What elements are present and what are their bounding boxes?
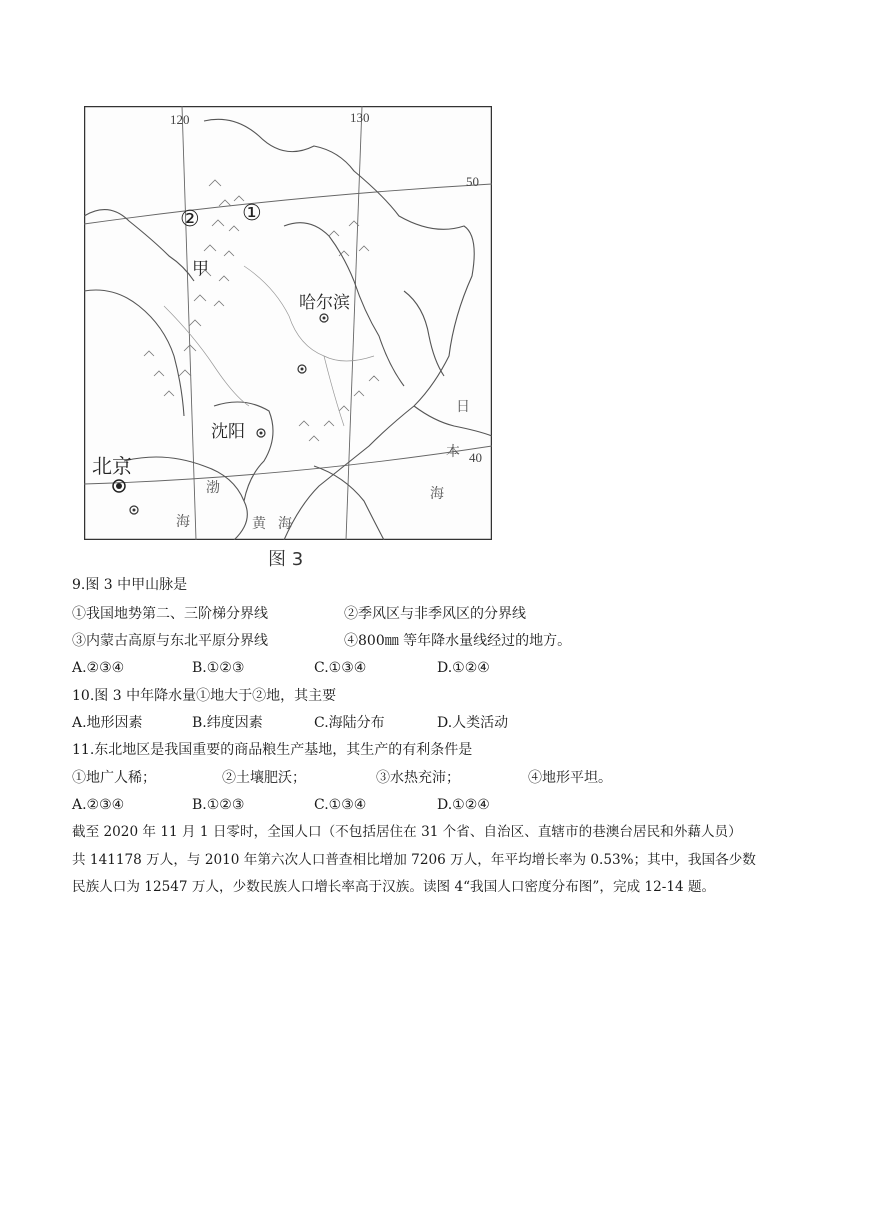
lat-label-40: 40 xyxy=(469,450,482,465)
city-shenyang: 沈阳 xyxy=(211,422,245,442)
marker-2: ② xyxy=(180,207,200,232)
q11-statement-3: ③水热充沛； xyxy=(376,770,460,786)
q9-stem: 9.图 3 中甲山脉是 xyxy=(72,577,188,593)
q10-option-b[interactable]: B.纬度因素 xyxy=(192,715,263,731)
passage-line-1: 截至 2020 年 11 月 1 日零时，全国人口（不包括居住在 31 个省、自治区、直辖市的巷澳台居民和外藉人员） xyxy=(72,824,742,840)
sea-bo-2: 海 xyxy=(176,514,190,530)
figure-3-map xyxy=(84,106,492,540)
q10-option-d[interactable]: D.人类活动 xyxy=(437,715,509,731)
passage-line-2: 共 141178 万人，与 2010 年第六次人口普查相比增加 7206 万人，年平均增长率为 0.53%；其中，我国各少数 xyxy=(72,852,756,868)
q9-statement-3: ③内蒙古高原与东北平原分界线 xyxy=(72,633,268,649)
q9-statement-1: ①我国地势第二、三阶梯分界线 xyxy=(72,606,268,622)
q10-option-a[interactable]: A.地形因素 xyxy=(72,715,143,731)
q11-statement-2: ②土壤肥沃； xyxy=(222,770,306,786)
marker-jia: 甲 xyxy=(192,259,209,279)
sea-ben: 本 xyxy=(446,444,460,460)
lon-label-120: 120 xyxy=(170,112,190,127)
sea-huang-2: 海 xyxy=(278,516,292,532)
figure-caption: 图 3 xyxy=(268,549,304,570)
marker-1: ① xyxy=(242,201,262,226)
sea-bo-1: 渤 xyxy=(206,480,220,496)
q11-option-c[interactable]: C.①③④ xyxy=(314,797,367,813)
q10-stem: 10.图 3 中年降水量①地大于②地，其主要 xyxy=(72,688,337,704)
sea-ri-hai: 海 xyxy=(430,486,444,502)
q9-option-a[interactable]: A.②③④ xyxy=(72,660,125,676)
passage-line-3: 民族人口为 12547 万人，少数民族人口增长率高于汉族。读图 4“我国人口密度分布图”，完成 12-14 题。 xyxy=(72,879,716,895)
q11-option-d[interactable]: D.①②④ xyxy=(437,797,490,813)
map-frame xyxy=(85,107,492,540)
lat-label-50: 50 xyxy=(466,174,479,189)
q11-stem: 11.东北地区是我国重要的商品粮生产基地，其生产的有利条件是 xyxy=(72,742,473,758)
q9-statement-4: ④800㎜ 等年降水量线经过的地方。 xyxy=(344,633,572,649)
q9-option-c[interactable]: C.①③④ xyxy=(314,660,367,676)
q10-option-c[interactable]: C.海陆分布 xyxy=(314,715,385,731)
city-harbin: 哈尔滨 xyxy=(299,293,350,313)
q11-option-a[interactable]: A.②③④ xyxy=(72,797,125,813)
q11-statement-4: ④地形平坦。 xyxy=(528,770,612,786)
q9-option-d[interactable]: D.①②④ xyxy=(437,660,490,676)
sea-huang-1: 黄 xyxy=(252,516,266,532)
sea-ri: 日 xyxy=(456,399,470,415)
city-beijing: 北京 xyxy=(92,454,132,478)
q9-statement-2: ②季风区与非季风区的分界线 xyxy=(344,606,526,622)
q9-option-b[interactable]: B.①②③ xyxy=(192,660,245,676)
q11-statement-1: ①地广人稀； xyxy=(72,770,156,786)
q11-option-b[interactable]: B.①②③ xyxy=(192,797,245,813)
lon-label-130: 130 xyxy=(350,110,370,125)
